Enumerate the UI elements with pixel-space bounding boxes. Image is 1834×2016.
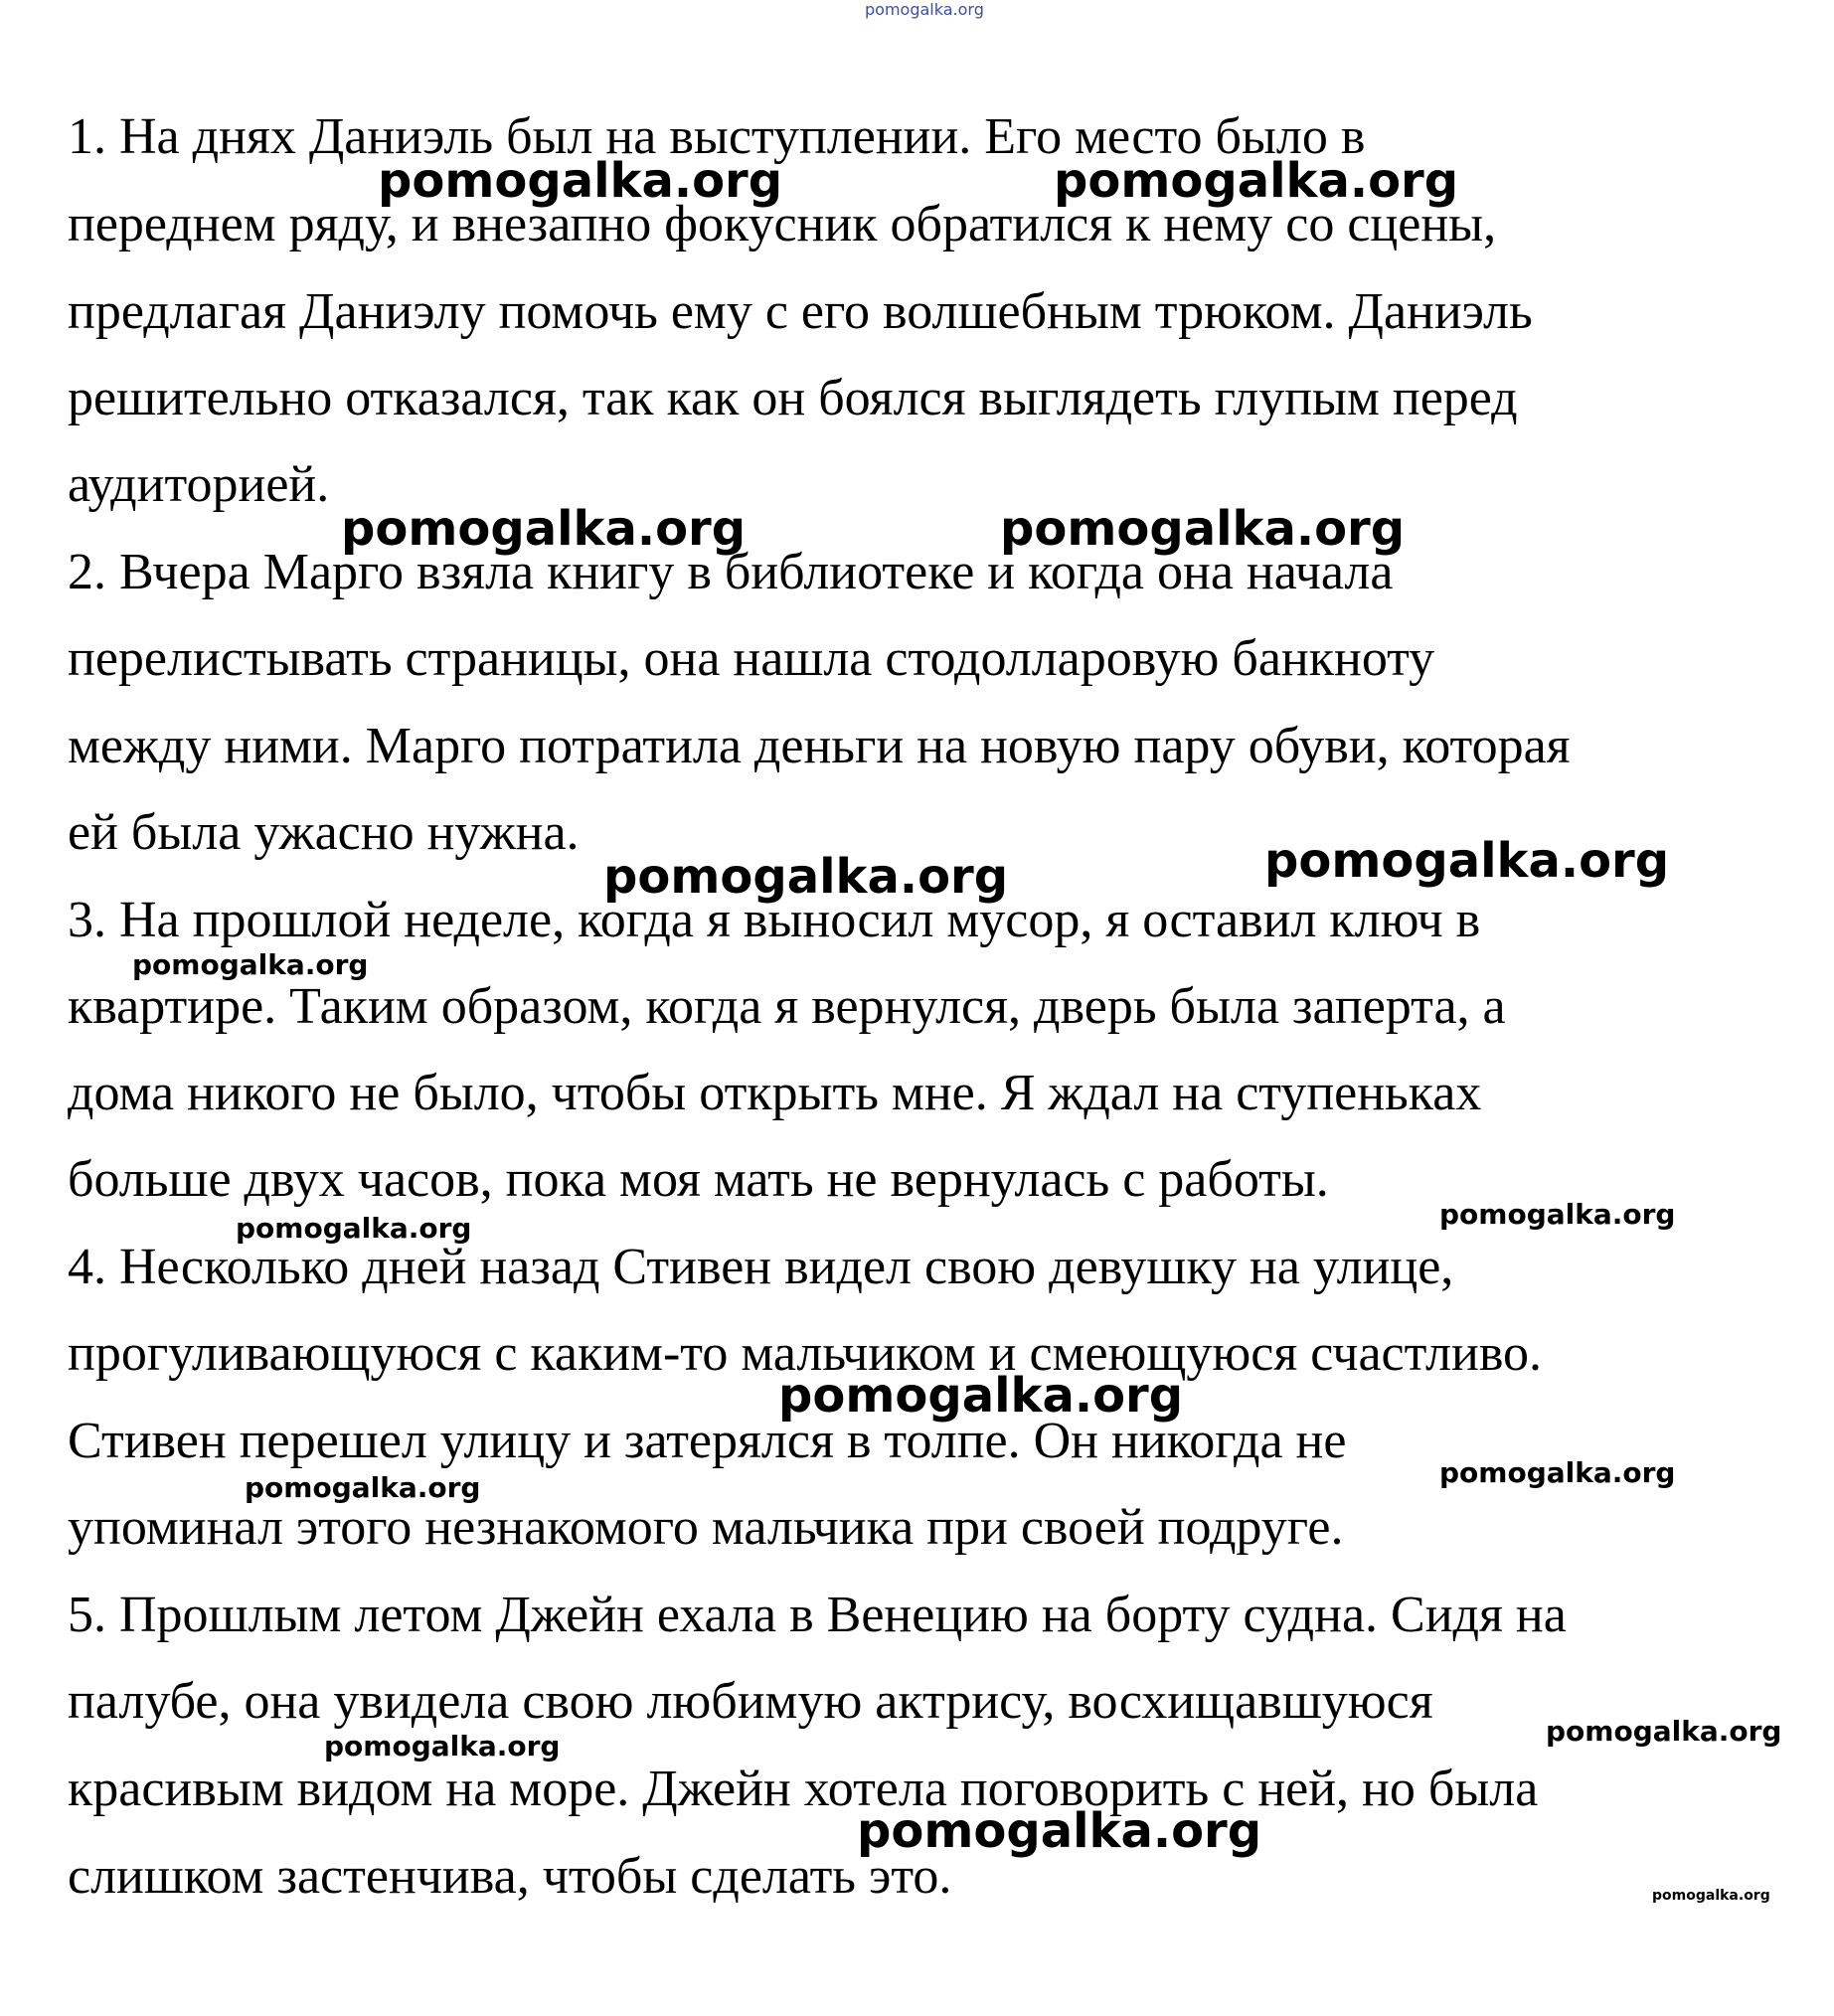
watermark: pomogalka.org — [245, 1471, 481, 1504]
text-line: 3. На прошлой неделе, когда я выносил мусор, я оставил ключ в — [68, 892, 1481, 948]
watermark: pomogalka.org — [857, 1803, 1262, 1859]
text-line: перелистывать страницы, она нашла стодолларовую банкноту — [68, 630, 1435, 687]
watermark: pomogalka.org — [778, 1368, 1184, 1424]
text-line: 2. Вчера Марго взяла книгу в библиотеке и когда она начала — [68, 544, 1394, 600]
watermark: pomogalka.org — [603, 849, 1009, 905]
watermark: pomogalka.org — [132, 948, 369, 981]
text-line: решительно отказался, так как он боялся выглядеть глупым перед — [68, 370, 1518, 426]
watermark: pomogalka.org — [1000, 501, 1406, 557]
watermark: pomogalka.org — [378, 153, 783, 209]
text-line: 4. Несколько дней назад Стивен видел свою девушку на улице, — [68, 1239, 1454, 1295]
watermark: pomogalka.org — [1264, 833, 1670, 889]
text-line: больше двух часов, пока моя мать не вернулась с работы. — [68, 1151, 1329, 1208]
text-line: аудиторией. — [68, 456, 330, 513]
text-line: красивым видом на море. Джейн хотела поговорить с ней, но была — [68, 1761, 1539, 1817]
text-line: прогуливающуюся с каким-то мальчиком и смеющуюся счастливо. — [68, 1325, 1543, 1382]
watermark: pomogalka.org — [324, 1730, 561, 1763]
text-line: Стивен перешел улицу и затерялся в толпе. Он никогда не — [68, 1413, 1347, 1469]
text-line: упоминал этого незнакомого мальчика при своей подруге. — [68, 1499, 1344, 1556]
watermark: pomogalka.org — [1439, 1198, 1676, 1231]
watermark: pomogalka.org — [341, 501, 747, 557]
text-line: квартире. Таким образом, когда я вернулся, дверь была заперта, а — [68, 978, 1506, 1035]
text-line: слишком застенчива, чтобы сделать это. — [68, 1848, 952, 1905]
text-line: 1. На днях Даниэль был на выступлении. Его место было в — [68, 108, 1366, 165]
text-line: 5. Прошлым летом Джейн ехала в Венецию на борту судна. Сидя на — [68, 1587, 1567, 1643]
text-line: между ними. Марго потратила деньги на новую пару обуви, которая — [68, 718, 1571, 774]
watermark: pomogalka.org — [236, 1212, 472, 1245]
text-line: ей была ужасно нужна. — [68, 804, 580, 861]
text-line: палубе, она увидела свою любимую актрису, восхищавшуюся — [68, 1673, 1433, 1730]
watermark: pomogalka.org — [1546, 1715, 1782, 1748]
text-line: дома никого не было, чтобы открыть мне. Я ждал на ступеньках — [68, 1065, 1482, 1121]
watermark: pomogalka.org — [1054, 153, 1459, 209]
watermark: pomogalka.org — [1439, 1456, 1676, 1489]
text-line: переднем ряду, и внезапно фокусник обратился к нему со сцены, — [68, 196, 1497, 252]
text-line: предлагая Даниэлу помочь ему с его волшебным трюком. Даниэль — [68, 283, 1533, 340]
watermark: pomogalka.org — [1652, 1888, 1770, 1904]
header-watermark: pomogalka.org — [865, 0, 984, 19]
